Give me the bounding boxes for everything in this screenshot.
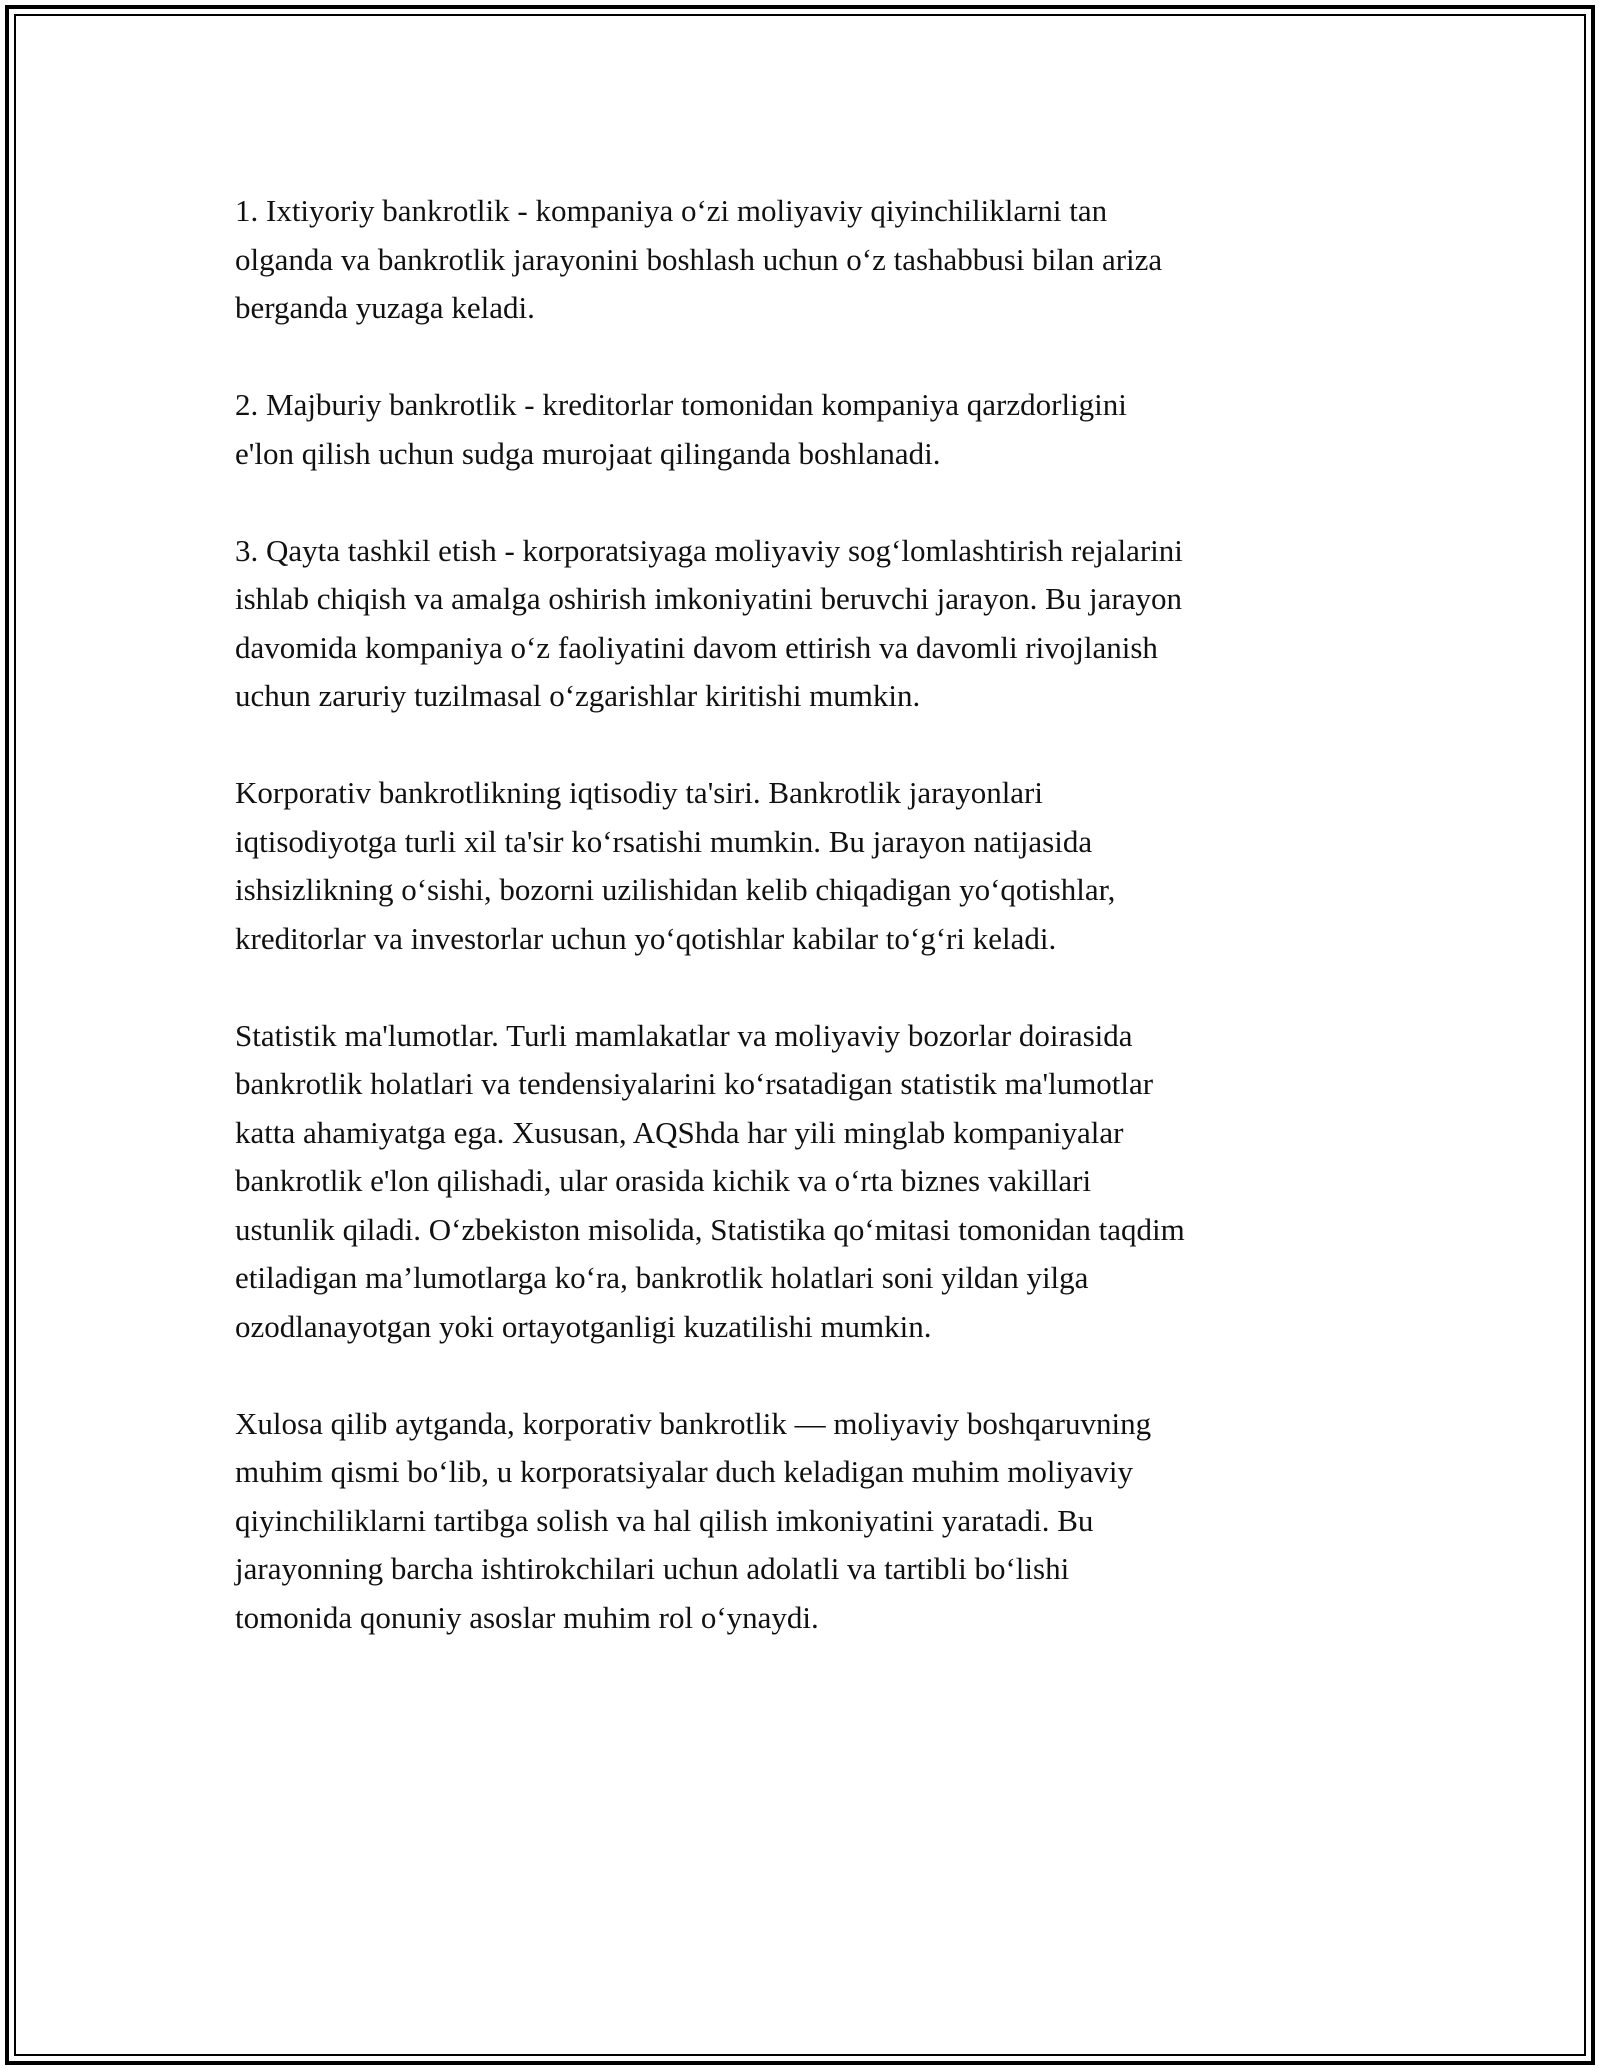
text-line: katta ahamiyatga ega. Xususan, AQShda har yili minglab kompaniyalar: [235, 1114, 1124, 1150]
text-line: Statistik ma'lumotlar. Turli mamlakatlar va moliyaviy bozorlar doirasida: [235, 1017, 1133, 1053]
paragraph-economic-impact: [235, 769, 1370, 963]
text-line: ozodlanayotgan yoki ortayotganligi kuzatilishi mumkin.: [235, 1308, 932, 1344]
text-line: bankrotlik holatlari va tendensiyalarini ko‘rsatadigan statistik ma'lumotlar: [235, 1066, 1154, 1101]
paragraph-conclusion: [235, 1400, 1370, 1643]
text-line: qiyinchiliklarni tartibga solish va hal qilish imkoniyatini yaratadi. Bu: [235, 1502, 1094, 1538]
text-line: etiladigan ma’lumotlarga ko‘ra, bankrotlik holatlari soni yildan yilga: [235, 1260, 1089, 1295]
paragraph-voluntary-bankruptcy: [235, 187, 1370, 333]
text-line: bankrotlik e'lon qilishadi, ular orasida kichik va o‘rta biznes vakillari: [235, 1163, 1092, 1198]
text-line: tomonida qonuniy asoslar muhim rol o‘ynaydi.: [235, 1599, 819, 1635]
text-line: Korporativ bankrotlikning iqtisodiy ta'siri. Bankrotlik jarayonlari: [235, 775, 1043, 810]
text-line: berganda yuzaga keladi.: [235, 290, 535, 325]
text-line: davomida kompaniya o‘z faoliyatini davom ettirish va davomli rivojlanish: [235, 629, 1158, 665]
text-line: 3. Qayta tashkil etish - korporatsiyaga moliyaviy sog‘lomlashtirish rejalarini: [235, 532, 1183, 568]
text-line: ustunlik qiladi. O‘zbekiston misolida, Statistika qo‘mitasi tomonidan taqdim: [235, 1211, 1185, 1247]
text-line: olganda va bankrotlik jarayonini boshlash uchun o‘z tashabbusi bilan ariza: [235, 241, 1163, 277]
text-line: iqtisodiyotga turli xil ta'sir ko‘rsatishi mumkin. Bu jarayon natijasida: [235, 823, 1093, 859]
text-line: kreditorlar va investorlar uchun yo‘qotishlar kabilar to‘g‘ri keladi.: [235, 920, 1057, 956]
document-body: [235, 187, 1370, 1691]
text-line: ishlab chiqish va amalga oshirish imkoniyatini beruvchi jarayon. Bu jarayon: [235, 581, 1183, 616]
text-line: 1. Ixtiyoriy bankrotlik - kompaniya o‘zi moliyaviy qiyinchiliklarni tan: [235, 193, 1108, 228]
paragraph-involuntary-bankruptcy: [235, 381, 1370, 478]
text-line: ishsizlikning o‘sishi, bozorni uzilishidan kelib chiqadigan yo‘qotishlar,: [235, 872, 1116, 907]
text-line: Xulosa qilib aytganda, korporativ bankrotlik — moliyaviy boshqaruvning: [235, 1405, 1152, 1441]
text-line: 2. Majburiy bankrotlik - kreditorlar tomonidan kompaniya qarzdorligini: [235, 387, 1127, 422]
text-line: uchun zaruriy tuzilmasal o‘zgarishlar kiritishi mumkin.: [235, 678, 921, 713]
text-line: jarayonning barcha ishtirokchilari uchun adolatli va tartibli bo‘lishi: [235, 1551, 1070, 1586]
paragraph-statistics: [235, 1012, 1370, 1352]
text-line: muhim qismi bo‘lib, u korporatsiyalar duch keladigan muhim moliyaviy: [235, 1454, 1134, 1489]
paragraph-reorganization: [235, 527, 1370, 721]
text-line: e'lon qilish uchun sudga murojaat qilinganda boshlanadi.: [235, 435, 941, 471]
